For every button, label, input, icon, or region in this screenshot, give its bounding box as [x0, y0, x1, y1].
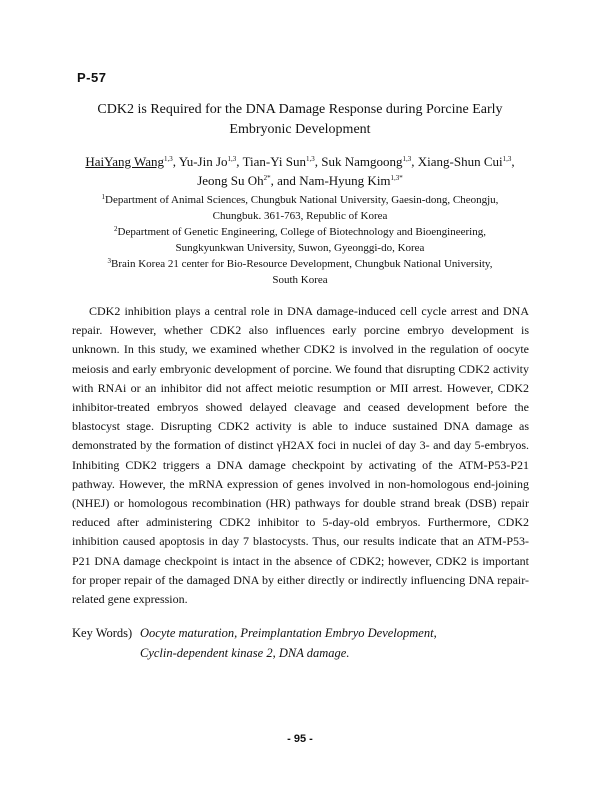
author-list — [60, 152, 540, 190]
author-name-presenter: HaiYang Wang — [85, 154, 164, 169]
abstract-id: P-57 — [77, 70, 107, 85]
affiliation-2 — [70, 224, 530, 240]
author-affil-sup: 1,3 — [402, 155, 412, 163]
affiliation-1 — [70, 192, 530, 208]
page-number: - 95 - — [287, 733, 313, 745]
affiliation-line: Brain Korea 21 center for Bio-Resource Development, Chungbuk National University, — [111, 258, 493, 270]
affiliation-2-cont: Sungkyunkwan University, Suwon, Gyeonggi-do, Korea — [175, 242, 425, 254]
author-name: Xiang-Shun Cui — [417, 154, 503, 169]
author-separator: , — [411, 154, 418, 169]
keywords-text: Oocyte maturation, Preimplantation Embryo Development, — [140, 626, 437, 640]
paper-title — [60, 100, 540, 140]
author-line-1 — [60, 152, 540, 171]
author-name: Yu-Jin Jo — [178, 154, 228, 169]
author-name: Suk Namgoong — [321, 154, 403, 169]
author-affil-sup: 1,3 — [306, 155, 315, 163]
keywords-line-1 — [72, 624, 529, 644]
author-name: Jeong Su Oh — [197, 173, 264, 188]
author-separator: , — [314, 154, 322, 169]
keywords-block — [72, 624, 529, 663]
author-affil-sup: 1,3 — [164, 155, 173, 163]
affiliation-3 — [70, 256, 530, 272]
author-separator: , and — [270, 173, 300, 188]
author-name: Tian-Yi Sun — [242, 154, 307, 169]
author-affil-sup: 1,3 — [502, 155, 512, 163]
affiliation-line: Department of Genetic Engineering, College of Biotechnology and Bioengineering, — [117, 226, 486, 238]
keywords-label: Key Words) — [72, 626, 133, 640]
affiliation-1-cont: Chungbuk. 361-763, Republic of Korea — [212, 210, 388, 222]
author-line-2 — [60, 171, 540, 190]
affiliation-list — [70, 192, 530, 288]
author-affil-sup: 1,3 — [227, 155, 237, 163]
abstract-body: CDK2 inhibition plays a central role in DNA damage‐induced cell cycle arrest and DNA repair. However, whether CDK2 also influences early porcine embryo development is unknown. In this study, we examined whether CDK2 is involved in the regulation of oocyte meiosis and early embryonic development of porcine. We found that disrupting CDK2 activity with RNAi or an inhibitor did not affect meiotic resumption or MII arrest. However, CDK2 inhibitor-treated embryos showed delayed cleavage and ceased development before the blastocyst stage. Disrupting CDK2 activity is able to induce sustained DNA damage as demonstrated by the formation of distinct γH2AX foci in nuclei of day 3- and day 5-embryos. Inhibiting CDK2 triggers a DNA damage checkpoint by activating of the ATM-P53-P21 pathway. However, the mRNA expression of genes involved in non-homologous end-joining (NHEJ) or homologous recombination (HR) pathways for double strand break (DSB) repair reduced after administering CDK2 inhibitor to 5-day-old embryos. Furthermore, CDK2 inhibition caused apoptosis in day 7 blastocysts. Thus, our results indicate that an ATM-P53-P21 DNA damage checkpoint is intact in the absence of CDK2; however, CDK2 is important for proper repair of the damaged DNA by either directly or indirectly influencing DNA repair-related gene expression. — [72, 304, 529, 607]
author-separator: , — [236, 154, 243, 169]
title-line-1: CDK2 is Required for the DNA Damage Response during Porcine Early — [97, 102, 503, 117]
affiliation-3-cont: South Korea — [272, 274, 328, 286]
affiliation-line: Department of Animal Sciences, Chungbuk National University, Gaesin-dong, Cheongju, — [105, 194, 499, 206]
affiliation-sup: 3 — [107, 257, 112, 265]
affiliation-sup: 2 — [114, 225, 118, 233]
author-separator: , — [172, 154, 179, 169]
author-affil-sup: 2* — [263, 174, 271, 182]
keywords-line-2: Cyclin-dependent kinase 2, DNA damage. — [140, 645, 350, 660]
author-separator: , — [511, 154, 515, 169]
author-affil-sup: 1,3* — [390, 174, 403, 182]
author-name: Nam-Hyung Kim — [299, 173, 391, 188]
affiliation-sup: 1 — [101, 193, 106, 201]
title-line-2: Embryonic Development — [229, 122, 371, 137]
